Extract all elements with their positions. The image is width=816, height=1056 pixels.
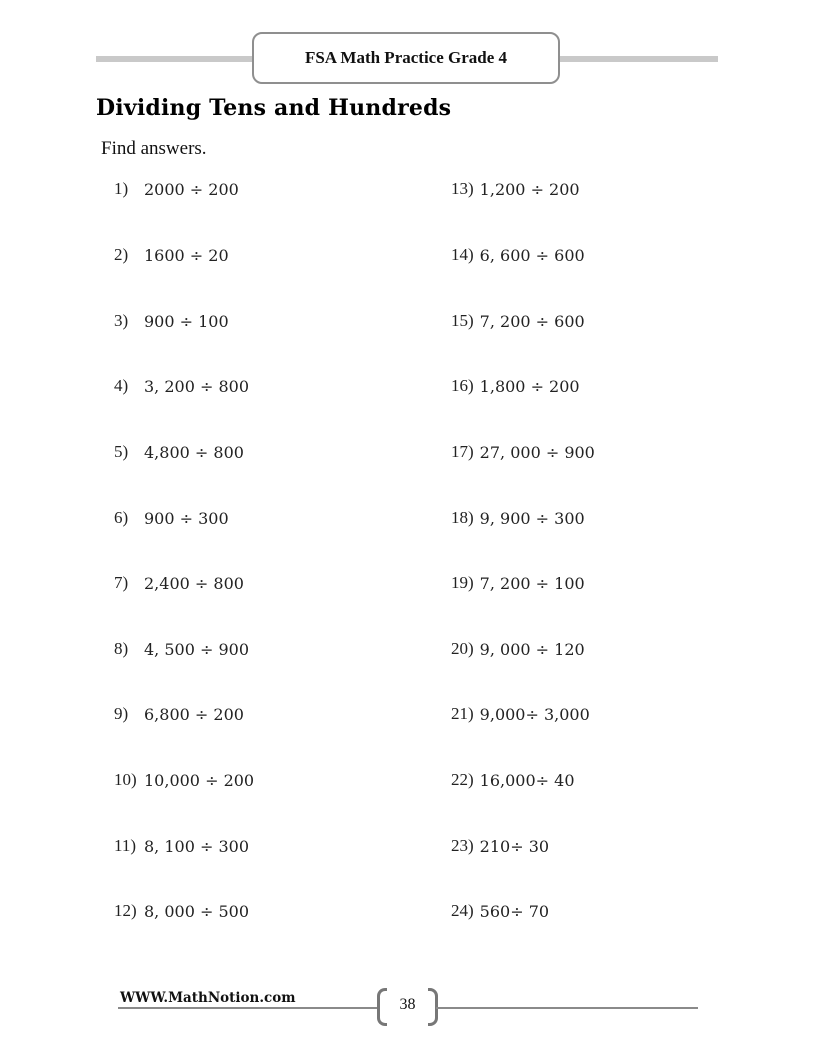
footer-rule-right [436, 1007, 698, 1009]
problem-expression: 7, 200 ÷ 600 [479, 311, 585, 331]
problem-number: 5) [114, 442, 129, 461]
problem-number: 7) [114, 573, 129, 592]
problem-number: 19) [451, 573, 474, 592]
problem-expression: 9, 000 ÷ 120 [479, 639, 585, 659]
problem-expression: 2,400 ÷ 800 [144, 573, 244, 593]
problem-number: 16) [451, 376, 474, 395]
problem-expression: 560÷ 70 [479, 901, 550, 921]
problem-expression: 9, 900 ÷ 300 [479, 508, 585, 528]
problem-number: 3) [114, 311, 129, 330]
problem-item [114, 636, 249, 662]
problem-item [451, 833, 549, 859]
problem-expression: 2000 ÷ 200 [144, 179, 239, 199]
problem-expression: 9,000÷ 3,000 [479, 704, 590, 724]
problem-item [451, 242, 585, 268]
problem-number: 4) [114, 376, 129, 395]
problem-item [114, 439, 244, 465]
problem-number: 23) [451, 836, 474, 855]
problem-expression: 6,800 ÷ 200 [144, 704, 244, 724]
problem-expression: 1,800 ÷ 200 [479, 376, 580, 396]
problem-item [451, 767, 575, 793]
footer-website: WWW.MathNotion.com [120, 990, 296, 1006]
problem-item [114, 373, 249, 399]
problem-item [451, 308, 585, 334]
problem-item [114, 176, 239, 202]
problem-item [114, 701, 244, 727]
problem-expression: 4, 500 ÷ 900 [144, 639, 250, 659]
problem-expression: 8, 000 ÷ 500 [144, 901, 250, 921]
problem-item [451, 176, 580, 202]
problem-expression: 7, 200 ÷ 100 [479, 573, 585, 593]
problem-number: 1) [114, 179, 129, 198]
problem-expression: 900 ÷ 100 [144, 311, 229, 331]
problem-item [451, 439, 595, 465]
problem-expression: 10,000 ÷ 200 [144, 770, 255, 790]
header-banner [252, 32, 560, 84]
problem-number: 2) [114, 245, 129, 264]
problem-expression: 1,200 ÷ 200 [479, 179, 580, 199]
section-title: Dividing Tens and Hundreds [96, 95, 452, 121]
problem-number: 14) [451, 245, 474, 264]
problem-item [114, 242, 229, 268]
problem-expression: 210÷ 30 [479, 836, 550, 856]
page-bracket-left-icon [377, 988, 387, 1026]
problem-item [451, 636, 585, 662]
problem-number: 11) [114, 836, 137, 855]
problem-item [451, 898, 549, 924]
problem-item [114, 505, 229, 531]
problem-expression: 1600 ÷ 20 [144, 245, 229, 265]
problem-number: 8) [114, 639, 129, 658]
problem-item [451, 570, 585, 596]
problem-expression: 900 ÷ 300 [144, 508, 229, 528]
problem-expression: 16,000÷ 40 [479, 770, 575, 790]
problem-number: 17) [451, 442, 474, 461]
problem-number: 20) [451, 639, 474, 658]
problem-item [114, 767, 254, 793]
problem-expression: 8, 100 ÷ 300 [144, 836, 250, 856]
problem-number: 22) [451, 770, 474, 789]
problem-item [114, 308, 229, 334]
problem-number: 24) [451, 901, 474, 920]
footer-rule-left [118, 1007, 380, 1009]
header-rule-left [96, 56, 254, 62]
problem-item [114, 570, 244, 596]
problem-item [114, 833, 249, 859]
header-rule-right [560, 56, 718, 62]
problem-expression: 6, 600 ÷ 600 [479, 245, 585, 265]
problem-item [114, 898, 249, 924]
problem-number: 10) [114, 770, 137, 789]
problem-item [451, 701, 590, 727]
page-number: 38 [399, 996, 416, 1013]
problem-number: 18) [451, 508, 474, 527]
problem-number: 12) [114, 901, 137, 920]
problem-number: 9) [114, 704, 129, 723]
problem-item [451, 373, 580, 399]
problem-number: 13) [451, 179, 474, 198]
problem-expression: 4,800 ÷ 800 [144, 442, 244, 462]
problem-number: 6) [114, 508, 129, 527]
problem-expression: 27, 000 ÷ 900 [479, 442, 595, 462]
header-title: FSA Math Practice Grade 4 [304, 48, 508, 67]
instructions: Find answers. [101, 138, 207, 159]
problem-number: 15) [451, 311, 474, 330]
problem-expression: 3, 200 ÷ 800 [144, 376, 250, 396]
problem-number: 21) [451, 704, 474, 723]
problem-item [451, 505, 585, 531]
